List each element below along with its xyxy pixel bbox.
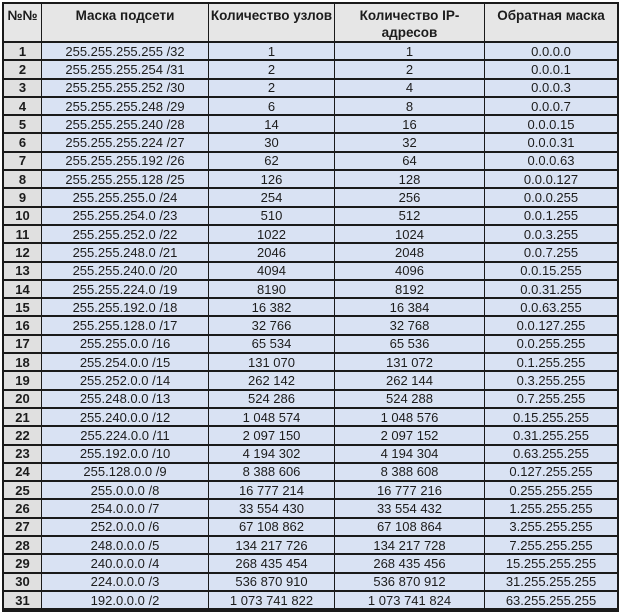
cell-subnet-mask: 255.255.255.128 /25 xyxy=(42,171,209,189)
cell-number: 30 xyxy=(4,574,42,592)
cell-hosts-count: 131 070 xyxy=(209,354,335,372)
cell-ip-count: 524 288 xyxy=(335,391,485,409)
cell-wildcard-mask: 15.255.255.255 xyxy=(485,555,617,573)
cell-ip-count: 256 xyxy=(335,189,485,207)
cell-number: 8 xyxy=(4,171,42,189)
cell-hosts-count: 268 435 454 xyxy=(209,555,335,573)
cell-wildcard-mask: 0.0.0.63 xyxy=(485,153,617,171)
cell-ip-count: 32 xyxy=(335,134,485,152)
cell-hosts-count: 16 777 214 xyxy=(209,482,335,500)
table-row xyxy=(4,336,617,354)
cell-subnet-mask: 255.255.255.192 /26 xyxy=(42,153,209,171)
cell-hosts-count: 524 286 xyxy=(209,391,335,409)
cell-number: 22 xyxy=(4,427,42,445)
cell-ip-count: 16 xyxy=(335,116,485,134)
cell-number: 20 xyxy=(4,391,42,409)
cell-wildcard-mask: 0.0.63.255 xyxy=(485,299,617,317)
cell-subnet-mask: 252.0.0.0 /6 xyxy=(42,519,209,537)
cell-subnet-mask: 255.255.248.0 /21 xyxy=(42,244,209,262)
cell-wildcard-mask: 7.255.255.255 xyxy=(485,537,617,555)
cell-hosts-count: 4 194 302 xyxy=(209,446,335,464)
table-row xyxy=(4,372,617,390)
cell-wildcard-mask: 0.0.0.1 xyxy=(485,61,617,79)
cell-number: 11 xyxy=(4,226,42,244)
table-row xyxy=(4,61,617,79)
cell-hosts-count: 1 073 741 822 xyxy=(209,592,335,610)
cell-wildcard-mask: 0.0.0.0 xyxy=(485,43,617,61)
table-row xyxy=(4,299,617,317)
cell-hosts-count: 2 097 150 xyxy=(209,427,335,445)
subnet-mask-table xyxy=(2,2,619,612)
cell-wildcard-mask: 0.1.255.255 xyxy=(485,354,617,372)
cell-subnet-mask: 255.255.254.0 /23 xyxy=(42,208,209,226)
cell-ip-count: 8 388 608 xyxy=(335,464,485,482)
cell-hosts-count: 33 554 430 xyxy=(209,500,335,518)
cell-number: 25 xyxy=(4,482,42,500)
cell-number: 23 xyxy=(4,446,42,464)
table-row xyxy=(4,317,617,335)
cell-wildcard-mask: 31.255.255.255 xyxy=(485,574,617,592)
cell-subnet-mask: 254.0.0.0 /7 xyxy=(42,500,209,518)
table-row xyxy=(4,427,617,445)
cell-hosts-count: 2046 xyxy=(209,244,335,262)
cell-hosts-count: 6 xyxy=(209,98,335,116)
cell-hosts-count: 2 xyxy=(209,80,335,98)
cell-number: 29 xyxy=(4,555,42,573)
cell-wildcard-mask: 0.0.0.255 xyxy=(485,189,617,207)
table-row xyxy=(4,226,617,244)
cell-wildcard-mask: 0.0.127.255 xyxy=(485,317,617,335)
cell-number: 12 xyxy=(4,244,42,262)
cell-number: 19 xyxy=(4,372,42,390)
table-row xyxy=(4,574,617,592)
cell-subnet-mask: 255.128.0.0 /9 xyxy=(42,464,209,482)
cell-ip-count: 64 xyxy=(335,153,485,171)
cell-wildcard-mask: 0.0.0.3 xyxy=(485,80,617,98)
cell-wildcard-mask: 0.0.15.255 xyxy=(485,263,617,281)
cell-subnet-mask: 255.255.240.0 /20 xyxy=(42,263,209,281)
cell-ip-count: 2 xyxy=(335,61,485,79)
table-row xyxy=(4,153,617,171)
table-row xyxy=(4,409,617,427)
cell-wildcard-mask: 0.0.0.7 xyxy=(485,98,617,116)
cell-ip-count: 2048 xyxy=(335,244,485,262)
cell-subnet-mask: 255.255.252.0 /22 xyxy=(42,226,209,244)
cell-ip-count: 1 073 741 824 xyxy=(335,592,485,610)
cell-wildcard-mask: 0.0.1.255 xyxy=(485,208,617,226)
cell-ip-count: 8 xyxy=(335,98,485,116)
cell-subnet-mask: 224.0.0.0 /3 xyxy=(42,574,209,592)
col-header-hosts-count: Количество узлов xyxy=(209,4,335,43)
cell-wildcard-mask: 0.7.255.255 xyxy=(485,391,617,409)
cell-ip-count: 67 108 864 xyxy=(335,519,485,537)
cell-subnet-mask: 255.255.255.254 /31 xyxy=(42,61,209,79)
cell-wildcard-mask: 0.127.255.255 xyxy=(485,464,617,482)
cell-number: 13 xyxy=(4,263,42,281)
cell-wildcard-mask: 0.255.255.255 xyxy=(485,482,617,500)
table-row xyxy=(4,189,617,207)
cell-wildcard-mask: 0.0.0.31 xyxy=(485,134,617,152)
cell-ip-count: 33 554 432 xyxy=(335,500,485,518)
cell-wildcard-mask: 3.255.255.255 xyxy=(485,519,617,537)
cell-hosts-count: 67 108 862 xyxy=(209,519,335,537)
col-header-number: №№ xyxy=(4,4,42,43)
cell-number: 26 xyxy=(4,500,42,518)
cell-subnet-mask: 240.0.0.0 /4 xyxy=(42,555,209,573)
cell-hosts-count: 4094 xyxy=(209,263,335,281)
cell-ip-count: 32 768 xyxy=(335,317,485,335)
cell-hosts-count: 1 048 574 xyxy=(209,409,335,427)
table-header xyxy=(4,4,617,43)
cell-number: 18 xyxy=(4,354,42,372)
cell-hosts-count: 254 xyxy=(209,189,335,207)
cell-subnet-mask: 255.255.224.0 /19 xyxy=(42,281,209,299)
cell-wildcard-mask: 0.0.0.127 xyxy=(485,171,617,189)
cell-number: 24 xyxy=(4,464,42,482)
cell-subnet-mask: 255.0.0.0 /8 xyxy=(42,482,209,500)
cell-number: 9 xyxy=(4,189,42,207)
table-row xyxy=(4,482,617,500)
cell-hosts-count: 126 xyxy=(209,171,335,189)
cell-hosts-count: 510 xyxy=(209,208,335,226)
cell-subnet-mask: 255.255.128.0 /17 xyxy=(42,317,209,335)
cell-number: 10 xyxy=(4,208,42,226)
cell-number: 7 xyxy=(4,153,42,171)
cell-hosts-count: 8190 xyxy=(209,281,335,299)
col-header-ip-count: Количество IP-адресов xyxy=(335,4,485,43)
cell-wildcard-mask: 0.0.31.255 xyxy=(485,281,617,299)
cell-subnet-mask: 192.0.0.0 /2 xyxy=(42,592,209,610)
cell-hosts-count: 134 217 726 xyxy=(209,537,335,555)
cell-ip-count: 8192 xyxy=(335,281,485,299)
col-header-wildcard-mask: Обратная маска xyxy=(485,4,617,43)
cell-subnet-mask: 255.255.0.0 /16 xyxy=(42,336,209,354)
cell-number: 31 xyxy=(4,592,42,610)
table-row xyxy=(4,134,617,152)
cell-number: 6 xyxy=(4,134,42,152)
cell-hosts-count: 1022 xyxy=(209,226,335,244)
cell-hosts-count: 536 870 910 xyxy=(209,574,335,592)
table-row xyxy=(4,537,617,555)
cell-hosts-count: 14 xyxy=(209,116,335,134)
cell-ip-count: 65 536 xyxy=(335,336,485,354)
cell-ip-count: 134 217 728 xyxy=(335,537,485,555)
table-row xyxy=(4,263,617,281)
cell-number: 2 xyxy=(4,61,42,79)
cell-subnet-mask: 255.240.0.0 /12 xyxy=(42,409,209,427)
cell-ip-count: 4 xyxy=(335,80,485,98)
table-row xyxy=(4,592,617,610)
cell-ip-count: 262 144 xyxy=(335,372,485,390)
table-row xyxy=(4,391,617,409)
cell-subnet-mask: 255.255.255.255 /32 xyxy=(42,43,209,61)
cell-ip-count: 128 xyxy=(335,171,485,189)
cell-subnet-mask: 255.192.0.0 /10 xyxy=(42,446,209,464)
cell-subnet-mask: 255.255.255.224 /27 xyxy=(42,134,209,152)
cell-subnet-mask: 255.252.0.0 /14 xyxy=(42,372,209,390)
table-row xyxy=(4,43,617,61)
cell-number: 28 xyxy=(4,537,42,555)
cell-number: 1 xyxy=(4,43,42,61)
table-row xyxy=(4,80,617,98)
cell-wildcard-mask: 0.31.255.255 xyxy=(485,427,617,445)
cell-wildcard-mask: 0.63.255.255 xyxy=(485,446,617,464)
table-row xyxy=(4,98,617,116)
cell-ip-count: 2 097 152 xyxy=(335,427,485,445)
table-row xyxy=(4,116,617,134)
cell-hosts-count: 1 xyxy=(209,43,335,61)
cell-subnet-mask: 255.255.255.248 /29 xyxy=(42,98,209,116)
cell-wildcard-mask: 0.0.255.255 xyxy=(485,336,617,354)
cell-wildcard-mask: 0.0.0.15 xyxy=(485,116,617,134)
cell-number: 3 xyxy=(4,80,42,98)
cell-ip-count: 1 048 576 xyxy=(335,409,485,427)
table-body xyxy=(4,43,617,610)
table-row xyxy=(4,208,617,226)
cell-hosts-count: 8 388 606 xyxy=(209,464,335,482)
cell-subnet-mask: 248.0.0.0 /5 xyxy=(42,537,209,555)
cell-hosts-count: 2 xyxy=(209,61,335,79)
cell-subnet-mask: 255.255.255.0 /24 xyxy=(42,189,209,207)
cell-subnet-mask: 255.254.0.0 /15 xyxy=(42,354,209,372)
table-row xyxy=(4,446,617,464)
table-row xyxy=(4,171,617,189)
cell-subnet-mask: 255.255.255.240 /28 xyxy=(42,116,209,134)
cell-subnet-mask: 255.224.0.0 /11 xyxy=(42,427,209,445)
cell-number: 27 xyxy=(4,519,42,537)
cell-wildcard-mask: 0.3.255.255 xyxy=(485,372,617,390)
cell-number: 15 xyxy=(4,299,42,317)
cell-wildcard-mask: 63.255.255.255 xyxy=(485,592,617,610)
cell-subnet-mask: 255.248.0.0 /13 xyxy=(42,391,209,409)
cell-wildcard-mask: 0.15.255.255 xyxy=(485,409,617,427)
cell-ip-count: 268 435 456 xyxy=(335,555,485,573)
cell-subnet-mask: 255.255.192.0 /18 xyxy=(42,299,209,317)
table-row xyxy=(4,281,617,299)
cell-hosts-count: 62 xyxy=(209,153,335,171)
cell-ip-count: 1 xyxy=(335,43,485,61)
cell-number: 17 xyxy=(4,336,42,354)
cell-ip-count: 536 870 912 xyxy=(335,574,485,592)
cell-wildcard-mask: 0.0.7.255 xyxy=(485,244,617,262)
table-row xyxy=(4,464,617,482)
cell-number: 14 xyxy=(4,281,42,299)
cell-hosts-count: 16 382 xyxy=(209,299,335,317)
table-row xyxy=(4,354,617,372)
cell-ip-count: 1024 xyxy=(335,226,485,244)
cell-wildcard-mask: 1.255.255.255 xyxy=(485,500,617,518)
cell-hosts-count: 32 766 xyxy=(209,317,335,335)
table-row xyxy=(4,500,617,518)
cell-number: 16 xyxy=(4,317,42,335)
cell-ip-count: 131 072 xyxy=(335,354,485,372)
cell-wildcard-mask: 0.0.3.255 xyxy=(485,226,617,244)
col-header-subnet-mask: Маска подсети xyxy=(42,4,209,43)
cell-ip-count: 4096 xyxy=(335,263,485,281)
table-row xyxy=(4,519,617,537)
cell-hosts-count: 262 142 xyxy=(209,372,335,390)
cell-hosts-count: 65 534 xyxy=(209,336,335,354)
cell-ip-count: 512 xyxy=(335,208,485,226)
cell-number: 21 xyxy=(4,409,42,427)
header-row xyxy=(4,4,617,43)
table-row xyxy=(4,244,617,262)
cell-ip-count: 16 777 216 xyxy=(335,482,485,500)
cell-subnet-mask: 255.255.255.252 /30 xyxy=(42,80,209,98)
cell-ip-count: 16 384 xyxy=(335,299,485,317)
cell-ip-count: 4 194 304 xyxy=(335,446,485,464)
cell-hosts-count: 30 xyxy=(209,134,335,152)
cell-number: 5 xyxy=(4,116,42,134)
table-row xyxy=(4,555,617,573)
cell-number: 4 xyxy=(4,98,42,116)
